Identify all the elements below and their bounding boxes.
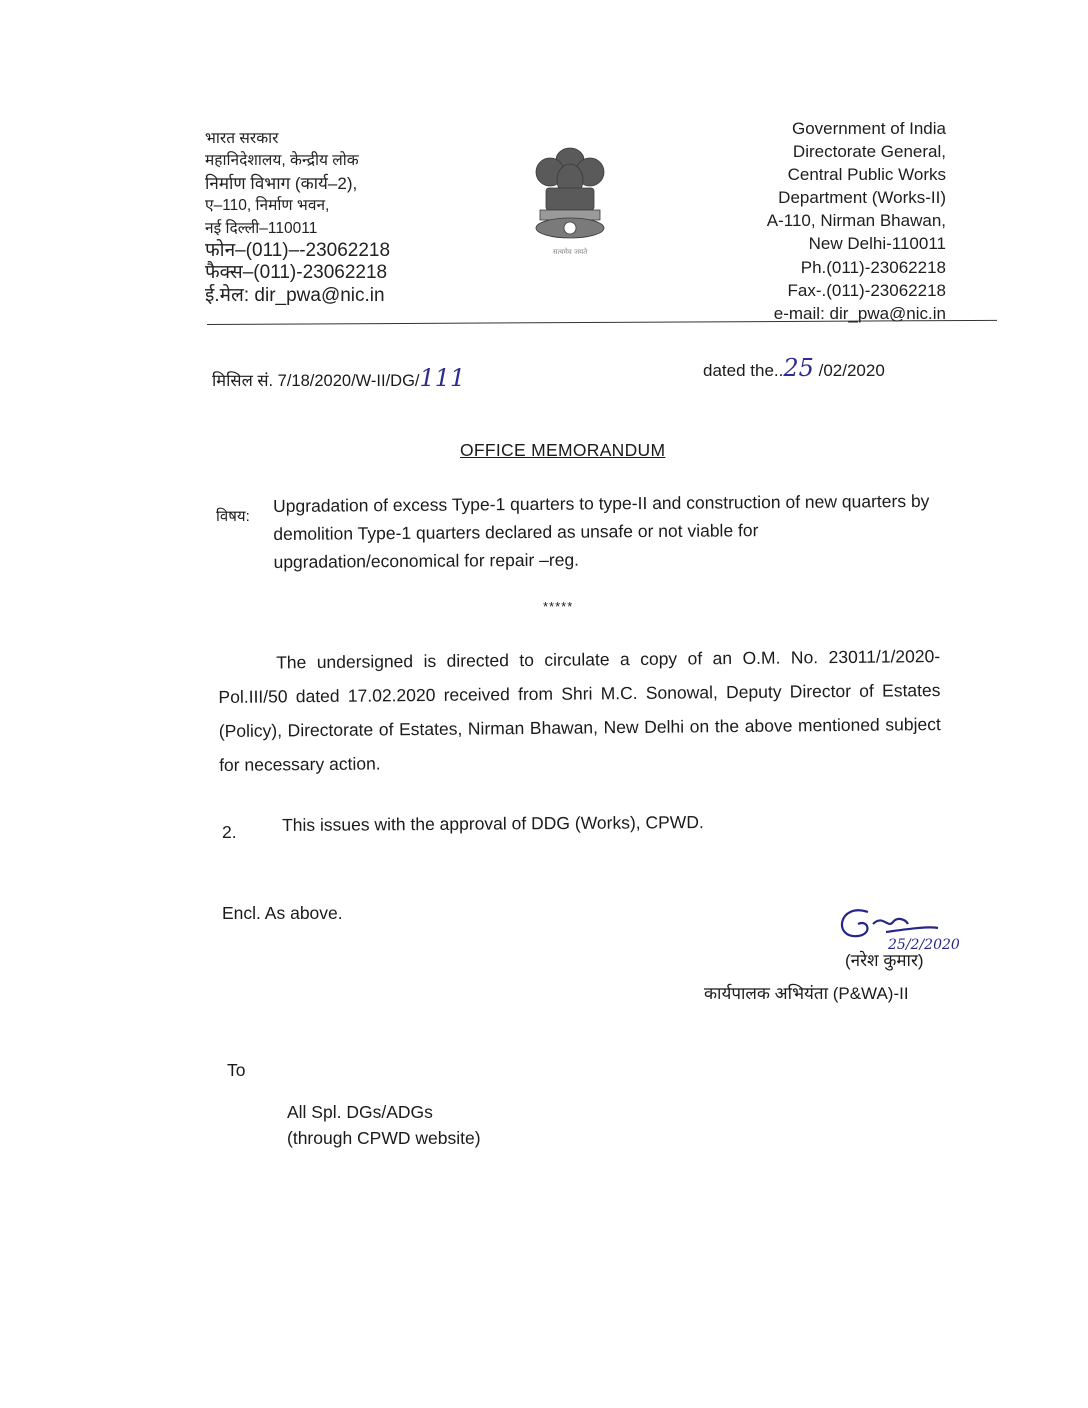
hindi-line: निर्माण विभाग (कार्य–2), [205, 173, 358, 193]
hindi-address-block [205, 128, 390, 307]
separator-stars: ***** [543, 599, 574, 614]
memo-title: OFFICE MEMORANDUM [460, 440, 666, 460]
national-emblem-icon [520, 140, 620, 260]
date-line [703, 354, 885, 382]
hindi-line: भारत सरकार [205, 130, 279, 147]
file-number [212, 364, 465, 392]
eng-email: e-mail: dir_pwa@nic.in [773, 303, 946, 323]
signatory-designation: कार्यपालक अभियंता (P&WA)-II [704, 984, 909, 1003]
dated-prefix: dated the.. [703, 361, 784, 380]
eng-fax: Fax-.(011)-23062218 [787, 280, 946, 300]
paragraph-1 [218, 639, 941, 782]
eng-line: A-110, Nirman Bhawan, [766, 211, 946, 231]
addressee-line: (through CPWD website) [287, 1128, 481, 1148]
hindi-line: नई दिल्ली–110011 [205, 219, 318, 237]
hindi-fax: फैक्स–(011)-23062218 [205, 262, 388, 284]
eng-line: Directorate General, [792, 142, 946, 162]
signature-date: 25/2/2020 [888, 937, 960, 953]
addressee-block [287, 1099, 481, 1151]
dated-day-handwritten: 25 [783, 354, 814, 382]
signatory-name: (नरेश कुमार) [845, 951, 924, 970]
enclosure-note: Encl. As above. [222, 903, 343, 923]
dated-suffix: /02/2020 [813, 361, 885, 380]
paragraph-1-text: The undersigned is directed to circulate a copy of an O.M. No. 23011/1/2020-Pol.III/50 dated 17.02.2020 received from Shri M.C. Sonowal, Deputy Director of Estates (Policy), Directorate of Estates, Nirman Bhawan, New Delhi on the above mentioned subject for necessary action. [218, 646, 941, 775]
to-label: To [227, 1060, 246, 1080]
eng-phone: Ph.(011)-23062218 [800, 257, 946, 277]
hindi-email: ई.मेल: dir_pwa@nic.in [205, 284, 385, 306]
subject-label: विषय: [216, 508, 250, 525]
subject-text: Upgradation of excess Type-1 quarters to type-II and construction of new quarters by demolition Type-1 quarters declared as unsafe or not viable for upgradation/economical for repair –reg. [273, 490, 930, 572]
eng-line: Department (Works-II) [778, 188, 946, 208]
file-number-text: मिसिल सं. 7/18/2020/W-II/DG/ [212, 372, 420, 390]
eng-line: New Delhi-110011 [808, 234, 946, 254]
paragraph-2-text: This issues with the approval of DDG (Works), CPWD. [282, 812, 704, 835]
eng-line: Central Public Works [787, 165, 946, 185]
paragraph-2-number: 2. [222, 822, 237, 842]
english-address-block [767, 117, 946, 325]
hindi-line: ए–110, निर्माण भवन, [205, 197, 330, 215]
file-number-handwritten: 111 [419, 364, 466, 392]
hindi-line: महानिदेशालय, केन्द्रीय लोक [205, 152, 359, 170]
eng-line: Government of India [791, 119, 946, 138]
emblem-motto: सत्यमेव जयते [552, 248, 588, 256]
addressee-line: All Spl. DGs/ADGs [287, 1102, 433, 1122]
hindi-phone: फोन–(011)–-23062218 [205, 240, 391, 262]
